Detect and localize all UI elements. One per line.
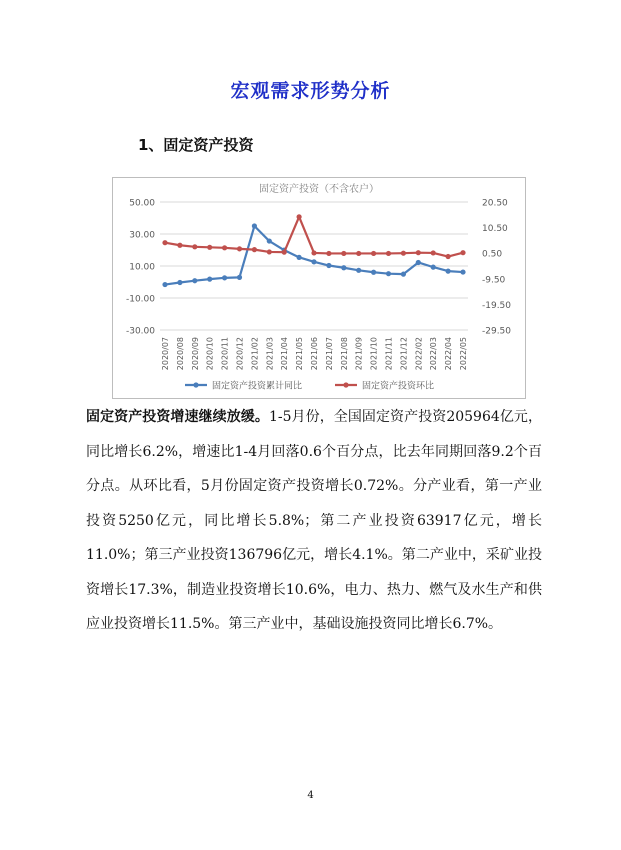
series-2-point [341,251,346,256]
series-1-point [460,269,465,274]
series-1-point [177,280,182,285]
chart-title: 固定资产投资（不含农户） [259,184,379,195]
series-1-point [356,268,361,273]
x-axis-tick-label: 2020/07 [161,337,170,371]
series-2-point [162,240,167,245]
series-2-point [252,247,257,252]
x-axis-tick-label: 2020/08 [175,337,185,371]
series-1-point [222,275,227,280]
section-heading: 1、固定资产投资 [138,136,254,154]
series-2-point [207,245,212,250]
x-axis-tick-label: 2022/02 [414,337,424,371]
legend-label: 固定资产投资环比 [362,381,435,392]
right-axis-tick-label: -19.50 [482,300,512,311]
series-1-point [416,260,421,265]
series-1-point [162,282,167,287]
right-axis-tick-label: 0.50 [482,249,503,260]
chart-svg [113,178,525,398]
series-1-point [341,265,346,270]
series-2-point [282,250,287,255]
x-axis-tick-label: 2021/05 [295,337,305,371]
x-axis-tick-label: 2022/03 [429,337,439,371]
series-1-point [252,223,257,228]
x-axis-tick-label: 2021/02 [250,337,260,371]
series-1-point [237,275,242,280]
paragraph-lead: 固定资产投资增速继续放缓。 [86,409,269,425]
x-axis-tick-label: 2021/11 [384,337,394,371]
series-1-point [267,238,272,243]
x-axis-tick-label: 2020/10 [205,337,215,371]
page-number: 4 [307,790,314,801]
x-axis-tick-label: 2021/07 [324,337,334,371]
series-2-point [416,250,421,255]
analysis-paragraph [86,400,542,642]
right-axis-tick-label: -29.50 [482,326,512,337]
series-2-point [192,244,197,249]
x-axis-tick-label: 2021/10 [369,337,379,371]
series-2-point [431,250,436,255]
series-2-point [356,251,361,256]
series-1-point [431,265,436,270]
paragraph-body: 1-5月份，全国固定资产投资205964亿元，同比增长6.2%，增速比1-4月回落0.6个百分点，比去年同期回落9.2个百分点。从环比看，5月份固定资产投资增长0.72%。分产业看，第一产业投资5250亿元，同比增长5.8%；第二产业投资63917亿元，增长11.0%；第三产业投资136796亿元，增长4.1%。第二产业中，采矿业投资增长17.3%，制造业投资增长10.6%，电力、热力、燃气及水生产和供应业投资增长11.5%。第三产业中，基础设施投资同比增长6.7%。 [86,409,542,632]
series-1-point [401,272,406,277]
left-axis-tick-label: -10.00 [125,294,155,305]
series-2-point [222,245,227,250]
series-1-point [207,277,212,282]
right-axis-tick-label: -9.50 [482,275,506,286]
x-axis-tick-label: 2020/09 [190,337,200,371]
x-axis-tick-label: 2021/12 [399,337,409,371]
series-2-point [311,250,316,255]
investment-chart [112,177,526,399]
right-axis-tick-label: 10.50 [482,224,508,235]
series-1-point [297,255,302,260]
series-2-point [460,250,465,255]
series-2-point [297,214,302,219]
series-2-point [446,254,451,259]
series-2-point [326,251,331,256]
x-axis-tick-label: 2021/08 [339,337,349,371]
series-2-point [386,251,391,256]
x-axis-tick-label: 2022/05 [459,337,468,371]
x-axis-tick-label: 2020/12 [235,337,245,371]
x-axis-tick-label: 2021/06 [310,337,319,371]
left-axis-tick-label: -30.00 [125,326,155,337]
series-1-point [446,269,451,274]
x-axis-tick-label: 2020/11 [220,337,230,371]
page-title: 宏观需求形势分析 [230,80,391,102]
series-2-point [177,243,182,248]
right-axis-tick-label: 20.50 [482,198,508,209]
left-axis-tick-label: 30.00 [129,230,155,241]
series-1-point [326,263,331,268]
x-axis-tick-label: 2021/09 [354,337,364,371]
left-axis-tick-label: 50.00 [129,198,155,209]
x-axis-tick-label: 2021/04 [280,337,290,371]
left-axis-tick-label: 10.00 [129,262,155,273]
series-2-point [267,249,272,254]
x-axis-tick-label: 2022/04 [444,337,454,371]
series-2-point [401,251,406,256]
series-2-point [371,251,376,256]
series-1-point [192,278,197,283]
legend-label: 固定资产投资累计同比 [212,381,303,392]
legend-marker-point [343,382,348,387]
series-1-point [386,271,391,276]
x-axis-tick-label: 2021/03 [265,337,275,371]
legend-marker-point [193,382,198,387]
series-1-point [371,270,376,275]
series-1-point [311,259,316,264]
series-2-point [237,246,242,251]
